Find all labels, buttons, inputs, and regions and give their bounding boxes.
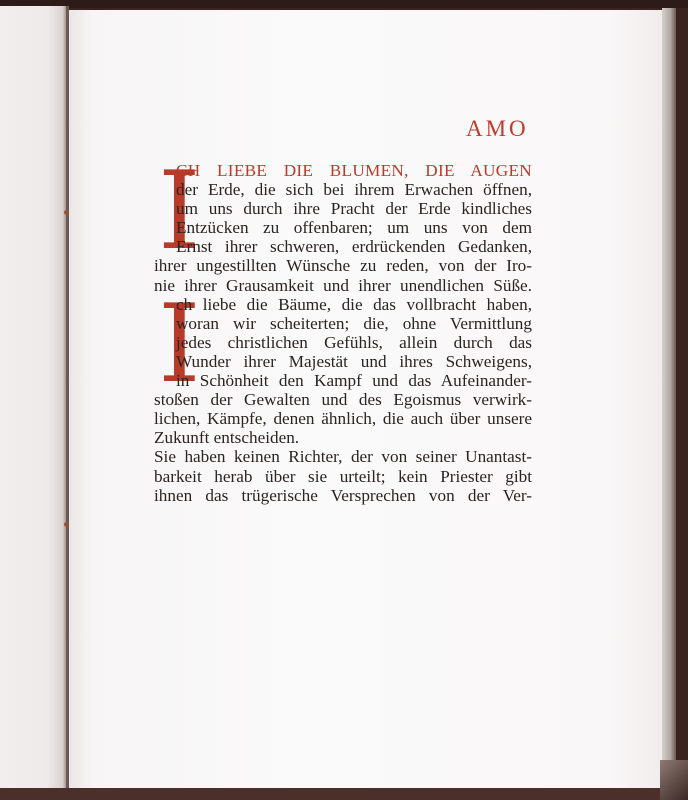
binding-mark [64, 522, 69, 527]
text-line: in Schönheit den Kampf und das Aufeinander- [176, 371, 532, 391]
bottom-edge [0, 788, 688, 800]
text-line: Entzücken zu offenbaren; um uns von dem [176, 218, 532, 238]
text-line: Ernst ihrer schweren, erdrückenden Gedanken, [176, 237, 532, 257]
drop-cap-initial: I [158, 149, 201, 274]
text-line: Zukunft entscheiden. [154, 428, 300, 448]
text-line: nie ihrer Grausamkeit und ihrer unendlichen Süße. [154, 275, 532, 295]
text-line: Wunder ihrer Majestät und ihres Schweigens, [176, 351, 532, 371]
body-text [154, 161, 532, 505]
text-line: Sie haben keinen Richter, der von seiner Unantast- [154, 447, 532, 467]
text-line: jedes christlichen Gefühls, allein durch das [176, 332, 532, 352]
text-line: um uns durch ihre Pracht der Erde kindliches [176, 199, 532, 219]
text-line: ihrer ungestillten Wünsche zu reden, von der Iro- [154, 256, 532, 276]
book-corner [660, 760, 688, 800]
text-line: barkeit herab über sie urteilt; kein Priester gibt [154, 466, 532, 486]
page-edge [662, 8, 676, 792]
page-title: AMO [466, 116, 529, 141]
top-edge [0, 0, 688, 8]
text-line: stoßen der Gewalten und des Egoismus verwirk- [154, 390, 532, 410]
text-line: lichen, Kämpfe, denen ähnlich, die auch über unsere [154, 409, 532, 429]
text-line: CH LIEBE DIE BLUMEN, DIE AUGEN [176, 161, 532, 180]
drop-cap-initial: I [158, 282, 201, 407]
binding-mark [64, 210, 69, 215]
text-line: ch liebe die Bäume, die das vollbracht haben, [176, 294, 532, 314]
left-page [0, 6, 68, 788]
text-line: ihnen das trügerische Versprechen von der Ver- [154, 485, 532, 505]
text-line: der Erde, die sich bei ihrem Erwachen öffnen, [176, 180, 532, 200]
text-line: woran wir scheiterten; die, ohne Vermittlung [176, 313, 532, 333]
